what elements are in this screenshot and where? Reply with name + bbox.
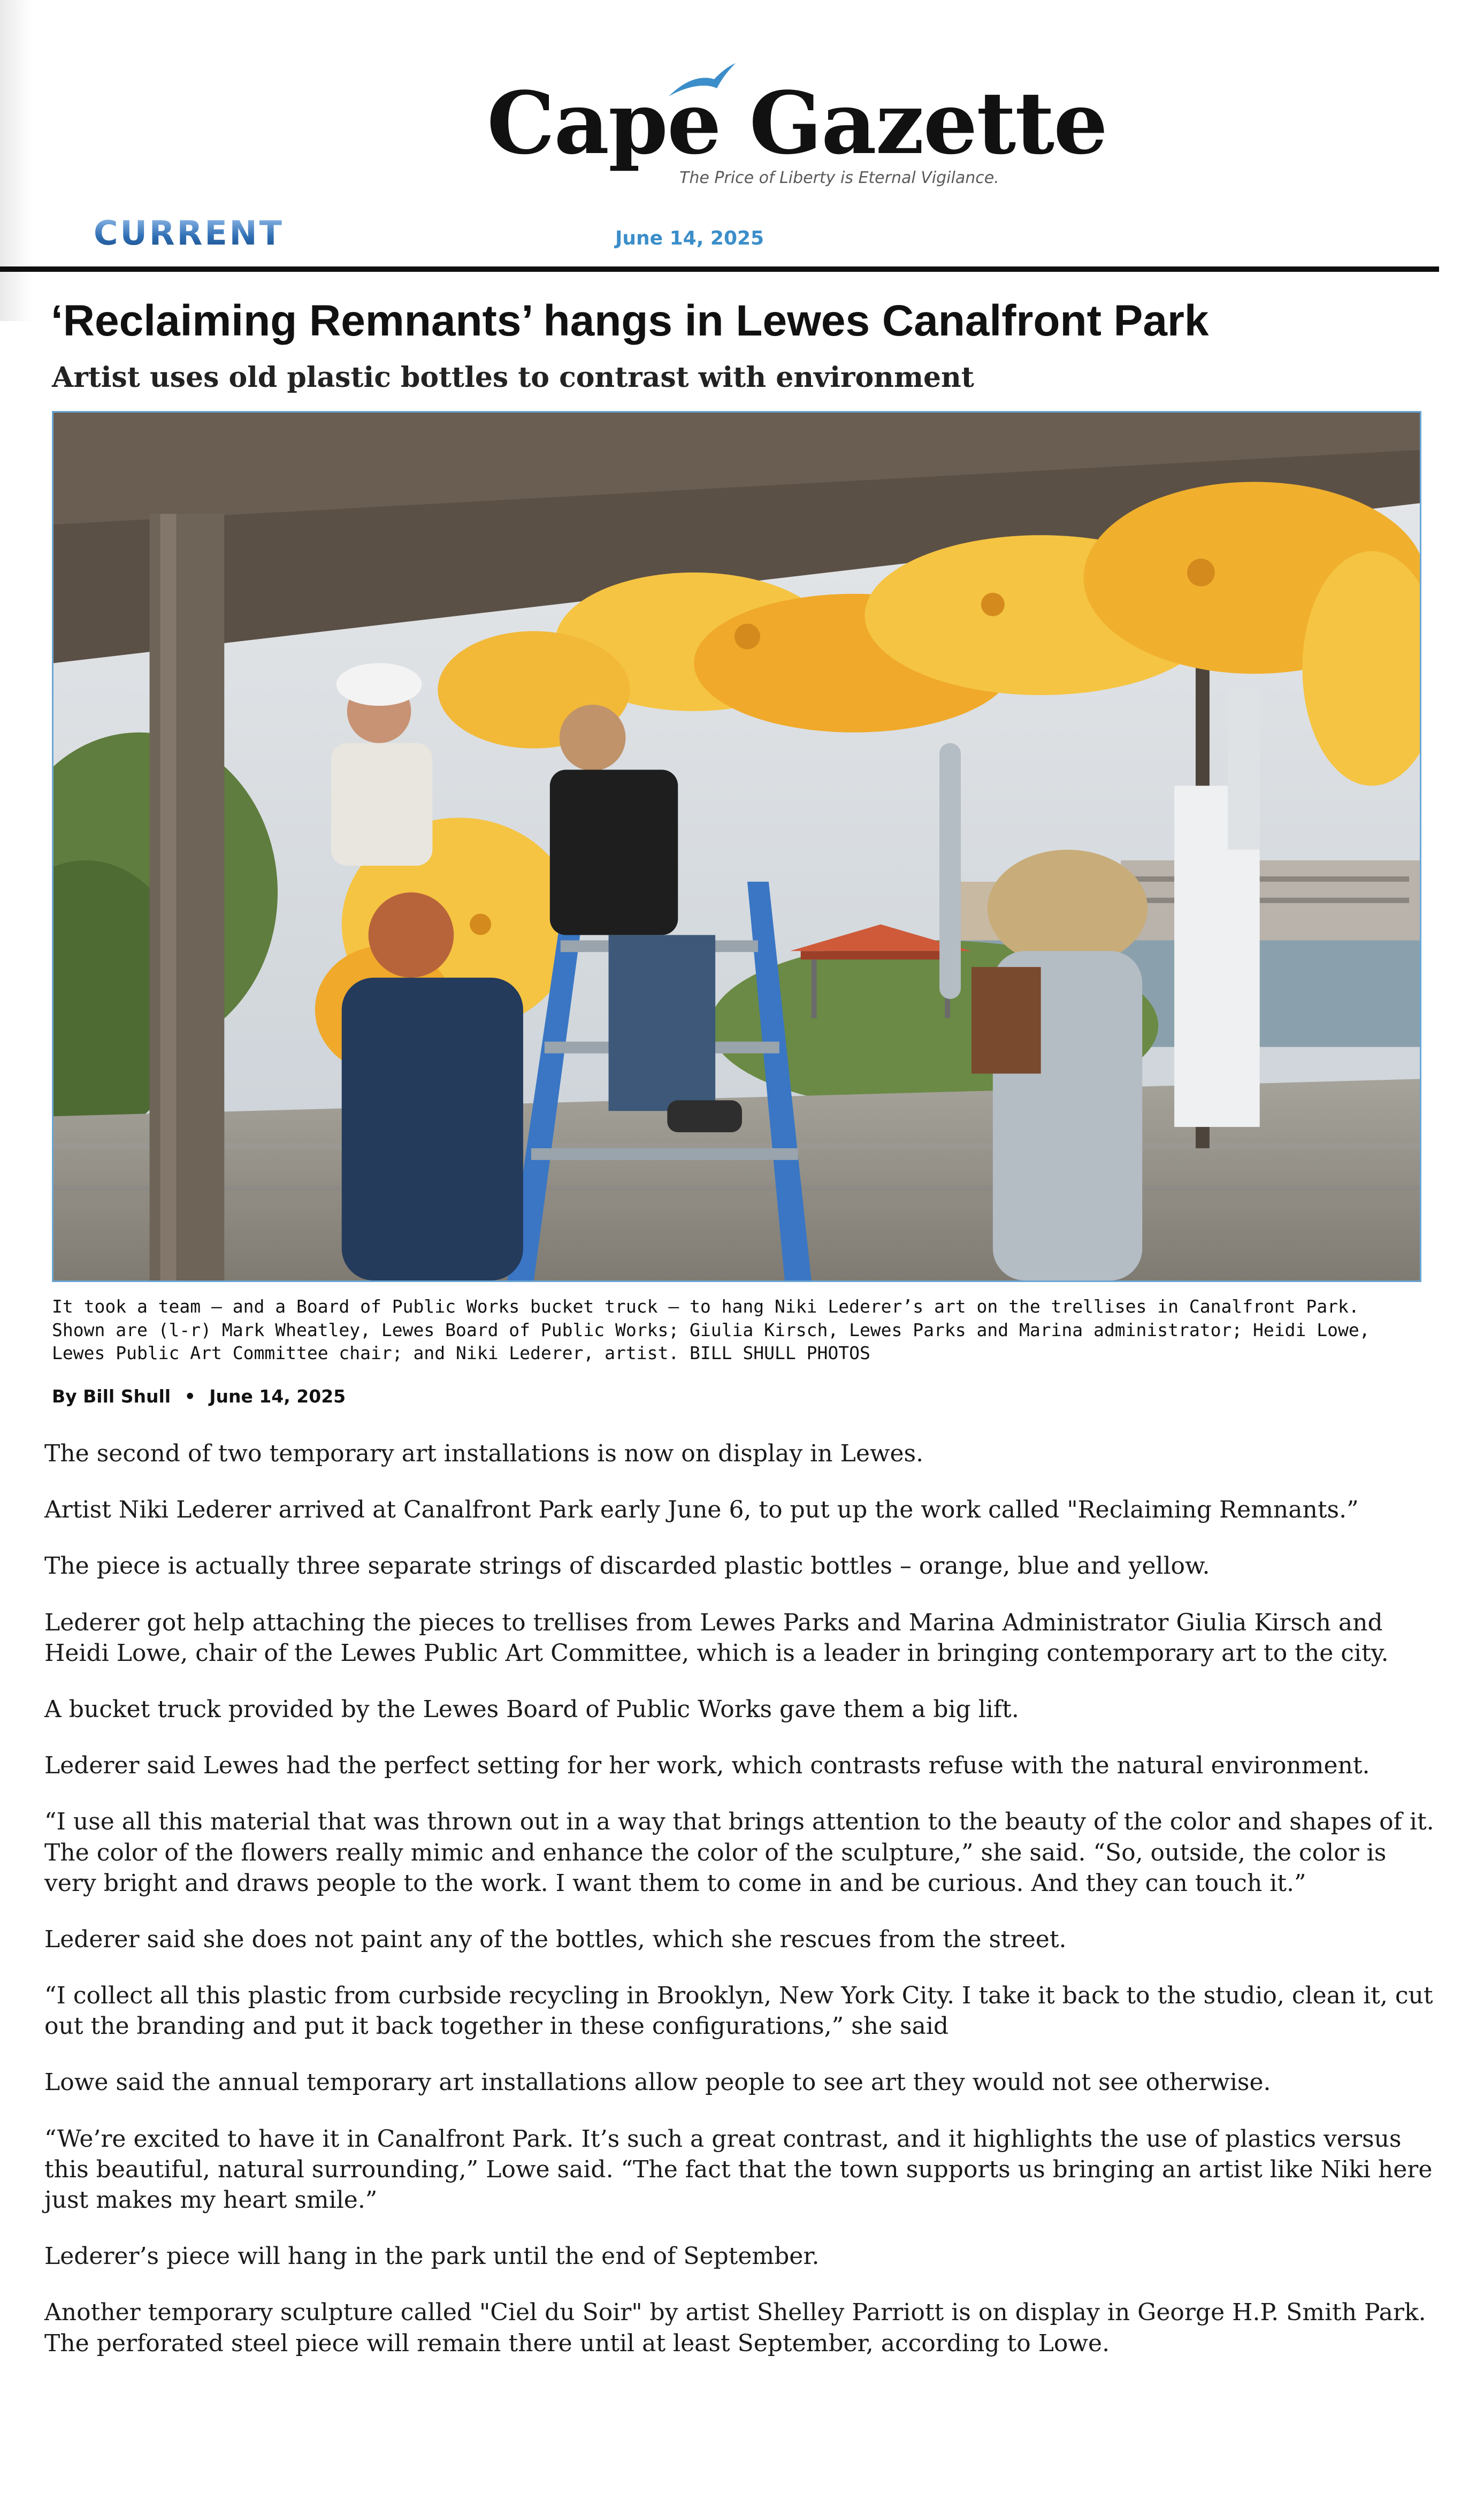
- cape-gazette-logo[interactable]: [487, 59, 1107, 198]
- masthead-divider: [0, 266, 1439, 272]
- article-paragraph: Artist Niki Lederer arrived at Canalfront Park early June 6, to put up the work called "Reclaiming Remnants.”: [44, 1496, 1359, 1524]
- logo-wordmark: Cape Gazette: [487, 73, 1107, 173]
- photo-illustration: [53, 413, 1420, 1280]
- article-paragraph: Another temporary sculpture called "Ciel du Soir" by artist Shelley Parriott is on display in George H.P. Smith Park. The perforated steel piece will remain there until at least September, according to Lowe.: [44, 2299, 1426, 2357]
- article-paragraph: The piece is actually three separate strings of discarded plastic bottles – orange, blue and yellow.: [44, 1552, 1210, 1580]
- article-body: [44, 1438, 1435, 2384]
- issue-date: June 14, 2025: [615, 227, 764, 249]
- article-paragraph: Lowe said the annual temporary art installations allow people to see art they would not see otherwise.: [44, 2069, 1271, 2096]
- article-paragraph: Lederer got help attaching the pieces to trellises from Lewes Parks and Marina Administrator Giulia Kirsch and Heidi Lowe, chair of the Lewes Public Art Committee, which is a leader in bringing contemporary art to the city.: [44, 1608, 1389, 1667]
- byline: [52, 1386, 346, 1407]
- masthead: [0, 0, 1484, 278]
- photo-caption: It took a team – and a Board of Public Works bucket truck – to hang Niki Lederer’s art on the trellises in Canalfront Park. Shown are (l-r) Mark Wheatley, Lewes Board of Public Works; Giulia Kirsch, Lewes Parks and Marina administrator; Heidi Lowe, Lewes Public Art Committee chair; and Niki Lederer, artist. BILL SHULL PHOTOS: [52, 1296, 1370, 1364]
- article-paragraph: Lederer’s piece will hang in the park until the end of September.: [44, 2243, 820, 2270]
- article-photo[interactable]: [52, 411, 1421, 1282]
- article-paragraph: “I use all this material that was thrown out in a way that brings attention to the beauty of the color and shapes of it. The color of the flowers really mimic and enhance the color of the sculpture,” she said. “So, outside, the color is very bright and draws people to the work. I want them to come in and be curious. And they can touch it.”: [44, 1808, 1434, 1897]
- article-paragraph: “I collect all this plastic from curbside recycling in Brooklyn, New York City. I take it back to the studio, clean it, cut out the branding and put it back together in these configurations,” she said: [44, 1982, 1433, 2040]
- worker-figure: [331, 663, 433, 866]
- byline-separator: •: [184, 1386, 196, 1407]
- byline-author[interactable]: By Bill Shull: [52, 1386, 171, 1407]
- byline-date: June 14, 2025: [209, 1386, 346, 1407]
- article-paragraph: “We’re excited to have it in Canalfront Park. It’s such a great contrast, and it highlights the use of plastics versus this beautiful, natural surrounding,” Lowe said. “The fact that the town supports us bringing an artist like Niki here just makes my heart smile.”: [44, 2125, 1433, 2214]
- article-paragraph: The second of two temporary art installations is now on display in Lewes.: [44, 1440, 924, 1467]
- current-section-logo[interactable]: CURRENT: [94, 214, 284, 253]
- logo-tagline: The Price of Liberty is Eternal Vigilance.: [679, 169, 999, 187]
- article-subhead: Artist uses old plastic bottles to contrast with environment: [52, 361, 974, 394]
- article-paragraph: Lederer said she does not paint any of the bottles, which she rescues from the street.: [44, 1925, 1067, 1953]
- article-headline: ‘Reclaiming Remnants’ hangs in Lewes Canalfront Park: [51, 296, 1209, 345]
- article-paragraph: A bucket truck provided by the Lewes Board of Public Works gave them a big lift.: [44, 1695, 1019, 1723]
- article-paragraph: Lederer said Lewes had the perfect setting for her work, which contrasts refuse with the natural environment.: [44, 1752, 1370, 1780]
